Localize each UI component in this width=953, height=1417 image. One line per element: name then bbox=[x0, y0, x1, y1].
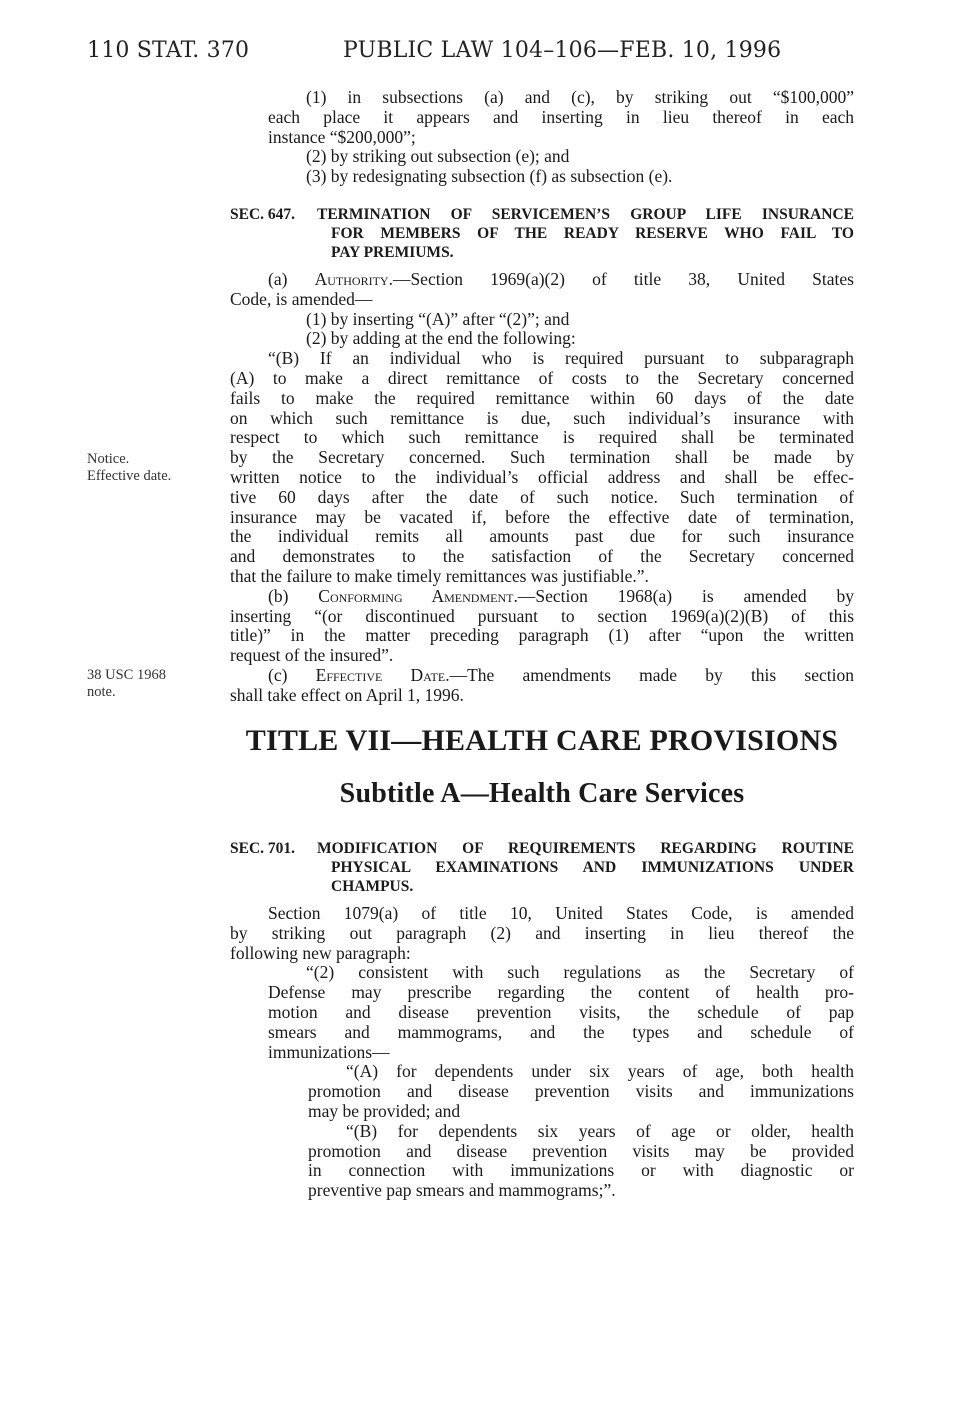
text-line: request of the insured”. bbox=[230, 645, 394, 666]
text-line: title)” in the matter preceding paragraph (1) after “upon the written bbox=[230, 625, 854, 646]
subsection-c-line: (c) Effective Date.—The amendments made by this section bbox=[268, 664, 855, 685]
title-heading: TITLE VII—HEALTH CARE PROVISIONS bbox=[245, 724, 839, 757]
subsection-caption: Conforming Amendment bbox=[318, 585, 514, 606]
paragraph-2 bbox=[268, 963, 854, 1062]
text-line: (1) in subsections (a) and (c), by striking out “$100,000” bbox=[306, 87, 854, 107]
text-line: in connection with immunizations or with diagnostic or bbox=[308, 1160, 854, 1181]
section-number: SEC. 647. bbox=[230, 206, 296, 223]
quote-line: written notice to the individual’s official address and shall be effec- bbox=[230, 466, 854, 487]
text-line: immunizations— bbox=[268, 1041, 390, 1062]
text-line: promotion and disease prevention visits and immunizations bbox=[308, 1081, 854, 1102]
text-line: (3) by redesignating subsection (f) as subsection (e). bbox=[306, 166, 673, 187]
text-line: preventive pap smears and mammograms;”. bbox=[308, 1180, 616, 1201]
subparagraph-b bbox=[308, 1122, 854, 1201]
quote-line: tive 60 days after the date of such notice. Such termination of bbox=[230, 486, 854, 507]
heading-line: PAY PREMIUMS. bbox=[331, 244, 454, 261]
heading-line: CHAMPUS. bbox=[331, 878, 414, 895]
text-line: may be provided; and bbox=[308, 1100, 461, 1121]
subtitle-heading: Subtitle A—Health Care Services bbox=[339, 778, 745, 809]
top-block bbox=[268, 88, 854, 187]
subsection-a-line: (a) Authority.—Section 1969(a)(2) of title 38, United States bbox=[268, 269, 854, 289]
quote-line: the individual remits all amounts past due for such insurance bbox=[230, 526, 854, 547]
quote-line: “(B) If an individual who is required pursuant to subparagraph bbox=[268, 348, 854, 369]
text-line: inserting “(or discontinued pursuant to section 1969(a)(2)(B) of this bbox=[230, 605, 854, 626]
text-line: smears and mammograms, and the types and schedule of bbox=[268, 1021, 854, 1042]
section-647-body bbox=[230, 270, 854, 706]
subsection-caption: Effective Date bbox=[315, 664, 446, 685]
heading-line: FOR MEMBERS OF THE READY RESERVE WHO FAIL TO bbox=[331, 225, 854, 242]
heading-line: TERMINATION OF SERVICEMEN’S GROUP LIFE INSURANCE bbox=[317, 206, 854, 223]
text-line: Code, is amended— bbox=[230, 288, 373, 309]
text-line: motion and disease prevention visits, the schedule of pap bbox=[268, 1001, 854, 1022]
text-line: each place it appears and inserting in lieu thereof in each bbox=[268, 106, 854, 127]
quote-line: insurance may be vacated if, before the effective date of termination, bbox=[230, 506, 854, 527]
text-line: “(2) consistent with such regulations as the Secretary of bbox=[306, 962, 854, 983]
law-reference: PUBLIC LAW 104–106—FEB. 10, 1996 bbox=[343, 38, 782, 63]
margin-note-notice: Notice. Effective date. bbox=[87, 451, 172, 484]
text-line: (2) by striking out subsection (e); and bbox=[306, 146, 570, 167]
text-line: by striking out paragraph (2) and inserting in lieu thereof the bbox=[230, 922, 854, 943]
heading-line: PHYSICAL EXAMINATIONS AND IMMUNIZATIONS UNDER bbox=[331, 859, 854, 876]
text-line: shall take effect on April 1, 1996. bbox=[230, 684, 464, 705]
quote-line: on which such remittance is due, such individual’s insurance with bbox=[230, 407, 854, 428]
text-line: “(A) for dependents under six years of age, both health bbox=[346, 1061, 854, 1082]
text-line: following new paragraph: bbox=[230, 942, 411, 963]
quote-line: by the Secretary concerned. Such termination shall be made by bbox=[230, 447, 854, 468]
text-line: Defense may prescribe regarding the content of health pro- bbox=[268, 982, 854, 1003]
quote-line: and demonstrates to the satisfaction of the Secretary concerned bbox=[230, 546, 854, 567]
quote-line: (A) to make a direct remittance of costs to the Secretary concerned bbox=[230, 367, 854, 388]
subparagraph-a bbox=[308, 1062, 854, 1121]
section-number: SEC. 701. bbox=[230, 840, 296, 857]
margin-note-usc: 38 USC 1968 note. bbox=[87, 667, 166, 700]
quote-line: that the failure to make timely remittances was justifiable.”. bbox=[230, 565, 649, 586]
text-line: “(B) for dependents six years of age or older, health bbox=[346, 1120, 854, 1141]
quote-line: fails to make the required remittance within 60 days of the date bbox=[230, 387, 854, 408]
section-701-body bbox=[230, 904, 854, 963]
text-line: (1) by inserting “(A)” after “(2)”; and bbox=[306, 308, 570, 329]
section-heading bbox=[317, 205, 854, 262]
text-line: promotion and disease prevention visits may be provided bbox=[308, 1140, 854, 1161]
section-heading bbox=[317, 839, 854, 896]
subsection-b-line: (b) Conforming Amendment.—Section 1968(a) is amended by bbox=[268, 585, 854, 606]
heading-line: MODIFICATION OF REQUIREMENTS REGARDING ROUTINE bbox=[317, 840, 854, 857]
text-line: Section 1079(a) of title 10, United States Code, is amended bbox=[268, 903, 854, 923]
quote-line: respect to which such remittance is required shall be terminated bbox=[230, 427, 854, 448]
subsection-caption: Authority bbox=[314, 269, 389, 289]
page-reference: 110 STAT. 370 bbox=[87, 38, 250, 63]
text-line: (2) by adding at the end the following: bbox=[306, 328, 576, 349]
text-line: instance “$200,000”; bbox=[268, 126, 416, 147]
